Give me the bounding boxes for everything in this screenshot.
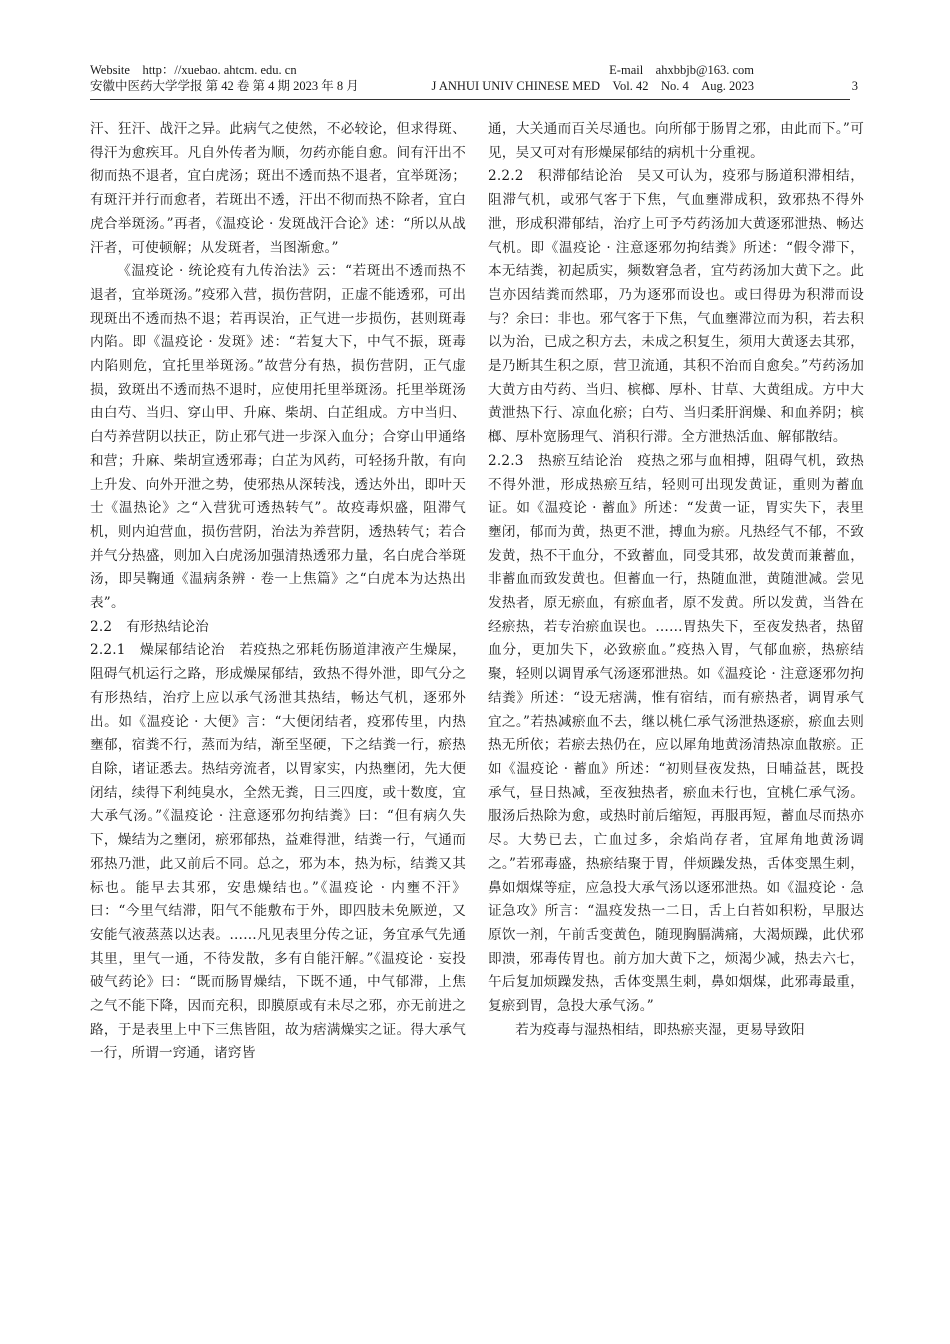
header-journal-en: J ANHUI UNIV CHINESE MED Vol. 42 No. 4 Aug. 2023: [431, 79, 754, 93]
page-header: [90, 62, 858, 94]
header-website[interactable]: Website http：//xuebao. ahtcm. edu. cn: [90, 63, 297, 77]
section-number: 2.2: [90, 618, 113, 635]
page-number: 3: [851, 79, 858, 93]
left-column: [90, 118, 466, 1066]
paragraph: 通，大关通而百关尽通也。向所郁于肠胃之邪，由此而下。”可见，吴又可对有形燥屎郁结的病机十分重视。: [488, 121, 864, 161]
header-journal-cn: 安徽中医药大学学报 第 42 卷 第 4 期 2023 年 8 月: [90, 79, 359, 93]
header-email[interactable]: E-mail ahxbbjb@163. com: [609, 63, 754, 77]
header-row-top: [90, 62, 850, 78]
subsection-title: 热瘀互结论治: [537, 452, 624, 469]
paragraph: 汗、狂汗、战汗之异。此病气之使然，不必较论，但求得斑、得汗为愈疾耳。凡自外传者为顺，勿药亦能自愈。间有汗出不彻而热不退者，宜白虎汤；斑出不透而热不退者，宜举斑汤；有斑汗并行而愈者，若斑出不透，汗出不彻而热不除者，宜白虎合举斑汤。”再者，《温疫论 · 发斑战汗合论》述：“所以从战汗者，可使顿解；从发斑者，当图渐愈。”: [90, 121, 466, 256]
section-heading-2-2: [90, 616, 466, 640]
subsection-number: 2.2.3: [488, 452, 524, 469]
paragraph-text: 吴又可认为，疫邪与肠道积滞相结，阻滞气机，或邪气客于下焦，气血壅滞成积，致邪热不得外泄，形成积滞郁结，治疗上可予芍药汤加大黄逐邪泄热、畅达气机。即《温疫论 · 注意逐邪勿拘结粪》所述：“假令滞下，本无结粪，初起质实，频数窘急者，宜芍药汤加大黄下之。此岂亦因结粪而然耶，乃为逐邪而设也。或曰得毋为积滞而设与？余曰：非也。邪气客于下焦，气血壅滞泣而为积，若去积以为治，已成之积方去，未成之积复生，须用大黄逐去其邪，是乃断其生积之原，营卫流通，其积不治而自愈矣。”芍药汤加大黄方由芍药、当归、槟榔、厚朴、甘草、大黄组成。方中大黄泄热下行、凉血化瘀；白芍、当归柔肝润燥、和血养阴；槟榔、厚朴宽肠理气、消积行滞。全方泄热活血、解郁散结。: [488, 168, 864, 446]
paragraph: 《温疫论 · 统论疫有九传治法》云：“若斑出不透而热不退者，宜举斑汤。”疫邪入营，损伤营阴，正虚不能透邪，可出现斑出不透而热不退；若再误治，正气进一步损伤，甚则斑毒内陷。即《温疫论 · 发斑》述：“若复大下，中气不振，斑毒内陷则危，宜托里举斑汤。”故营分有热，损伤营阴，正气虚损，致斑出不透而热不退时，应使用托里举斑汤。托里举斑汤由白芍、当归、穿山甲、升麻、柴胡、白芷组成。方中当归、白芍养营阴以扶正，防止邪气进一步深入血分；合穿山甲通络和营；升麻、柴胡宣透邪毒；白芷为风药，可轻扬升散，有向上升发、向外开泄之势，使邪热从深转浅，透达外出，即叶天士《温热论》之“入营犹可透热转气”。故疫毒炽盛，阻滞气机，则内迫营血，损伤营阴，治法为养营阴，透热转气；若合并气分热盛，则加入白虎汤加强清热透邪力量，名白虎合举斑汤，即吴鞠通《温病条辨 · 卷一上焦篇》之“白虎本为达热出表”。: [90, 263, 466, 612]
paragraph: [488, 165, 864, 449]
subsection-number: 2.2.2: [488, 168, 524, 185]
paragraph: 若为疫毒与湿热相结，即热瘀夹湿，更易导致阳: [515, 1021, 805, 1038]
paragraph: [488, 450, 864, 1019]
paragraph: [90, 639, 466, 1066]
subsection-number: 2.2.1: [90, 642, 126, 659]
paragraph-text: 疫热之邪与血相搏，阻碍气机，致热不得外泄，形成热瘀互结，轻则可出现发黄证，重则为蓄血证。如《温疫论 · 蓄血》所述：“发黄一证，胃实失下，表里壅闭，郁而为黄，热更不泄，搏血为瘀。凡热经气不郁，不致发黄，热不干血分，不致蓄血，同受其邪，故发黄而兼蓄血，非蓄血而致发黄也。但蓄血一行，热随血泄，黄随泄减。尝见发热者，原无瘀血，有瘀血者，原不发黄。所以发黄，当咎在经瘀热，若专治瘀血误也。……胃热失下，至夜发热者，热留血分，更加失下，必致瘀血。”疫热入胃，气郁血瘀，热瘀结聚，轻则以调胃承气汤逐邪泄热。如《温疫论 · 注意逐邪勿拘结粪》所述：“设无痞满，惟有宿结，而有瘀热者，调胃承气宜之。”若热减瘀血不去，继以桃仁承气汤泄热逐瘀，瘀血去则热无所依；若瘀去热仍在，应以犀角地黄汤清热凉血散瘀。正如《温疫论 · 蓄血》所述：“初则昼夜发热，日晡益甚，既投承气，昼日热减，至夜独热者，瘀血未行也，宜桃仁承气汤。服汤后热除为愈，或热时前后缩短，再服再短，蓄血尽而热亦尽。大势已去，亡血过多，余焰尚存者，宜犀角地黄汤调之。”若邪毒盛，热瘀结聚于胃，伴烦躁发热，舌体变黑生刺，鼻如烟煤等症，应急投大承气汤以逐邪泄热。如《温疫论 · 急证急攻》所言：“温疫发热一二日，舌上白苔如积粉，早服达原饮一剂，午前舌变黄色，随现胸膈满痛，大渴烦躁，此伏邪即溃，邪毒传胃也。前方加大黄下之，烦渴少减，热去六七，午后复加烦躁发热，舌体变黑生刺，鼻如烟煤，此邪毒最重，复瘀到胃，急投大承气汤。”: [488, 452, 864, 1015]
header-row-bottom: [90, 78, 850, 94]
subsection-title: 积滞郁结论治: [537, 168, 624, 185]
subsection-title: 燥屎郁结论治: [139, 642, 226, 659]
paragraph-text: 若疫热之邪耗伤肠道津液产生燥屎，阻碍气机运行之路，形成燥屎郁结，致热不得外泄，即气分之有形热结，治疗上应以承气汤泄其热结，畅达气机，逐邪外出。如《温疫论 · 大便》言：“大便闭结者，疫邪传里，内热壅郁，宿粪不行，蒸而为结，渐至坚硬，下之结粪一行，瘀热自除，诸证悉去。热结旁流者，以胃家实，内热壅闭，先大便闭结，续得下利纯臭水，全然无粪，日三四度，或十数度，宜大承气汤。”《温疫论 · 注意逐邪勿拘结粪》曰：“但有病久失下，燥结为之壅闭，瘀邪郁热，益难得泄，结粪一行，气通而邪热乃泄，此又前后不同。总之，邪为本，热为标，结粪又其标也。能早去其邪，安患燥结也。”《温疫论 · 内壅不汗》曰：“今里气结滞，阳气不能敷布于外，即四肢未免厥逆，又安能气液蒸蒸以达表。……凡见表里分传之证，务宜承气先通其里，里气一通，不待发散，多有自能汗解。”《温疫论 · 妄投破气药论》曰：“既而肠胃燥结，下既不通，中气郁滞，上焦之气不能下降，因而充积，即膜原或有未尽之邪，亦无前进之路，于是表里上中下三焦皆阻，故为痞满燥实之证。得大承气一行，所谓一窍通，诸窍皆: [90, 642, 466, 1062]
header-divider: [90, 99, 850, 100]
right-column: [488, 118, 864, 1042]
section-title: 有形热结论治: [126, 618, 209, 635]
